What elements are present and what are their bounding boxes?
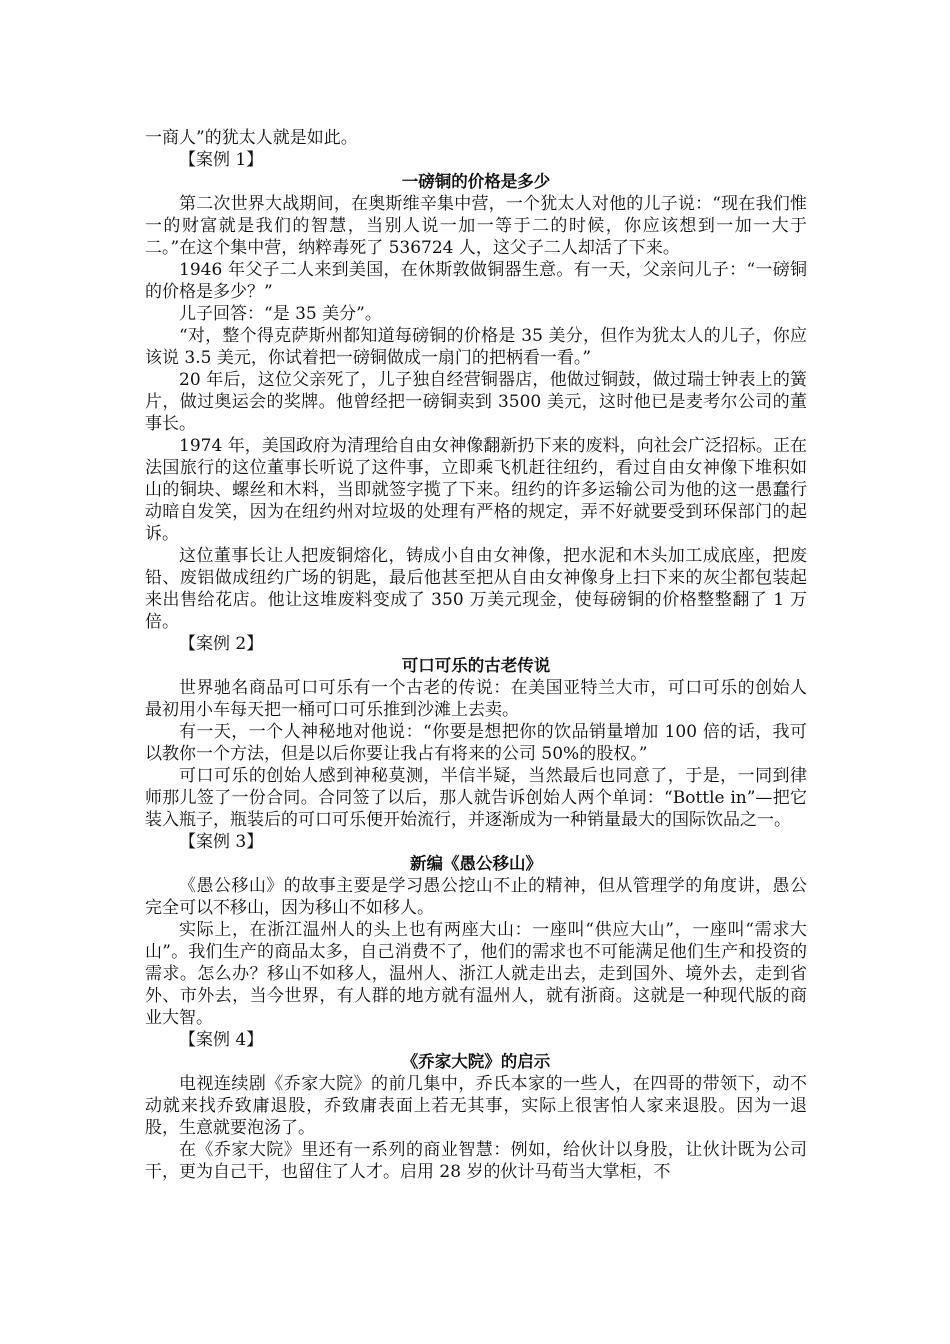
case-2-paragraph: 可口可乐的创始人感到神秘莫测，半信半疑，当然最后也同意了，于是，一同到律师那儿签了一份合同。合同签了以后，那人就告诉创始人两个单词：“Bottle in”—把它装入瓶子，瓶装后的可口可乐便开始流行，并逐渐成为一种销量最大的国际饮品之一。 [145, 766, 807, 830]
case-3-paragraph: 《愚公移山》的故事主要是学习愚公挖山不止的精神，但从管理学的角度讲，愚公完全可以不移山，因为移山不如移人。 [145, 876, 807, 918]
case-2-title: 可口可乐的古老传说 [401, 656, 551, 675]
case-3-label: 【案例 3】 [179, 832, 264, 852]
case-2-paragraph: 有一天，一个人神秘地对他说：“你要是想把你的饮品销量增加 100 倍的话，我可以教你一个方法，但是以后你要让我占有将来的公司 50%的股权。” [145, 722, 807, 764]
case-4-paragraph: 在《乔家大院》里还有一系列的商业智慧：例如，给伙计以身股，让伙计既为公司干，更为自己干，也留住了人才。启用 28 岁的伙计马荀当大掌柜，不 [145, 1140, 807, 1182]
case-4-paragraph: 电视连续剧《乔家大院》的前几集中，乔氏本家的一些人，在四哥的带领下，动不动就来找乔致庸退股，乔致庸表面上若无其事，实际上很害怕人家来退股。因为一退股，生意就要泡汤了。 [145, 1074, 807, 1138]
case-1-label: 【案例 1】 [179, 150, 264, 170]
case-2-paragraph: 世界驰名商品可口可乐有一个古老的传说：在美国亚特兰大市，可口可乐的创始人最初用小车每天把一桶可口可乐推到沙滩上去卖。 [145, 678, 807, 720]
case-1-paragraph: 20 年后，这位父亲死了，儿子独自经营铜器店，他做过铜鼓，做过瑞士钟表上的簧片，做过奥运会的奖牌。他曾经把一磅铜卖到 3500 美元，这时他已是麦考尔公司的董事长。 [145, 370, 807, 434]
case-1-title: 一磅铜的价格是多少 [401, 172, 551, 191]
case-1-paragraph: “对，整个得克萨斯州都知道每磅铜的价格是 35 美分，但作为犹太人的儿子，你应该说 3.5 美元，你试着把一磅铜做成一扇门的把柄看一看。” [145, 326, 807, 368]
case-1-paragraph: 这位董事长让人把废铜熔化，铸成小自由女神像，把水泥和木头加工成底座，把废铅、废铝做成纽约广场的钥匙，最后他甚至把从自由女神像身上扫下来的灰尘都包装起来出售给花店。他让这堆废料变成了 350 万美元现金，使每磅铜的价格整整翻了 1 万倍。 [145, 546, 807, 632]
document-page [145, 127, 807, 1183]
case-4-title: 《乔家大院》的启示 [401, 1052, 551, 1071]
case-3-paragraph: 实际上，在浙江温州人的头上也有两座大山：一座叫“供应大山”，一座叫“需求大山”。我们生产的商品太多，自己消费不了，他们的需求也不可能满足他们生产和投资的需求。怎么办？移山不如移人，温州人、浙江人就走出去，走到国外、境外去，走到省外、市外去，当今世界，有人群的地方就有温州人，就有浙商。这就是一种现代版的商业大智。 [145, 920, 807, 1028]
case-4-label: 【案例 4】 [179, 1030, 264, 1050]
case-3-title: 新编《愚公移山》 [410, 854, 542, 873]
case-1-paragraph: 第二次世界大战期间，在奥斯维辛集中营，一个犹太人对他的儿子说：“现在我们惟一的财富就是我们的智慧，当别人说一加一等于二的时候，你应该想到一加一大于二。”在这个集中营，纳粹毒死了 536724 人，这父子二人却活了下来。 [145, 194, 807, 258]
intro-tail: 一商人”的犹太人就是如此。 [145, 128, 358, 148]
case-2-label: 【案例 2】 [179, 634, 264, 654]
case-1-paragraph: 1946 年父子二人来到美国，在休斯敦做铜器生意。有一天，父亲问儿子：“一磅铜的价格是多少？” [145, 260, 807, 302]
case-1-paragraph: 儿子回答：“是 35 美分”。 [179, 304, 382, 324]
case-1-paragraph: 1974 年，美国政府为清理给自由女神像翻新扔下来的废料，向社会广泛招标。正在法国旅行的这位董事长听说了这件事，立即乘飞机赶往纽约，看过自由女神像下堆积如山的铜块、螺丝和木料，当即就签字揽了下来。纽约的许多运输公司为他的这一愚蠢行动暗自发笑，因为在纽约州对垃圾的处理有严格的规定，弄不好就要受到环保部门的起诉。 [145, 436, 807, 544]
